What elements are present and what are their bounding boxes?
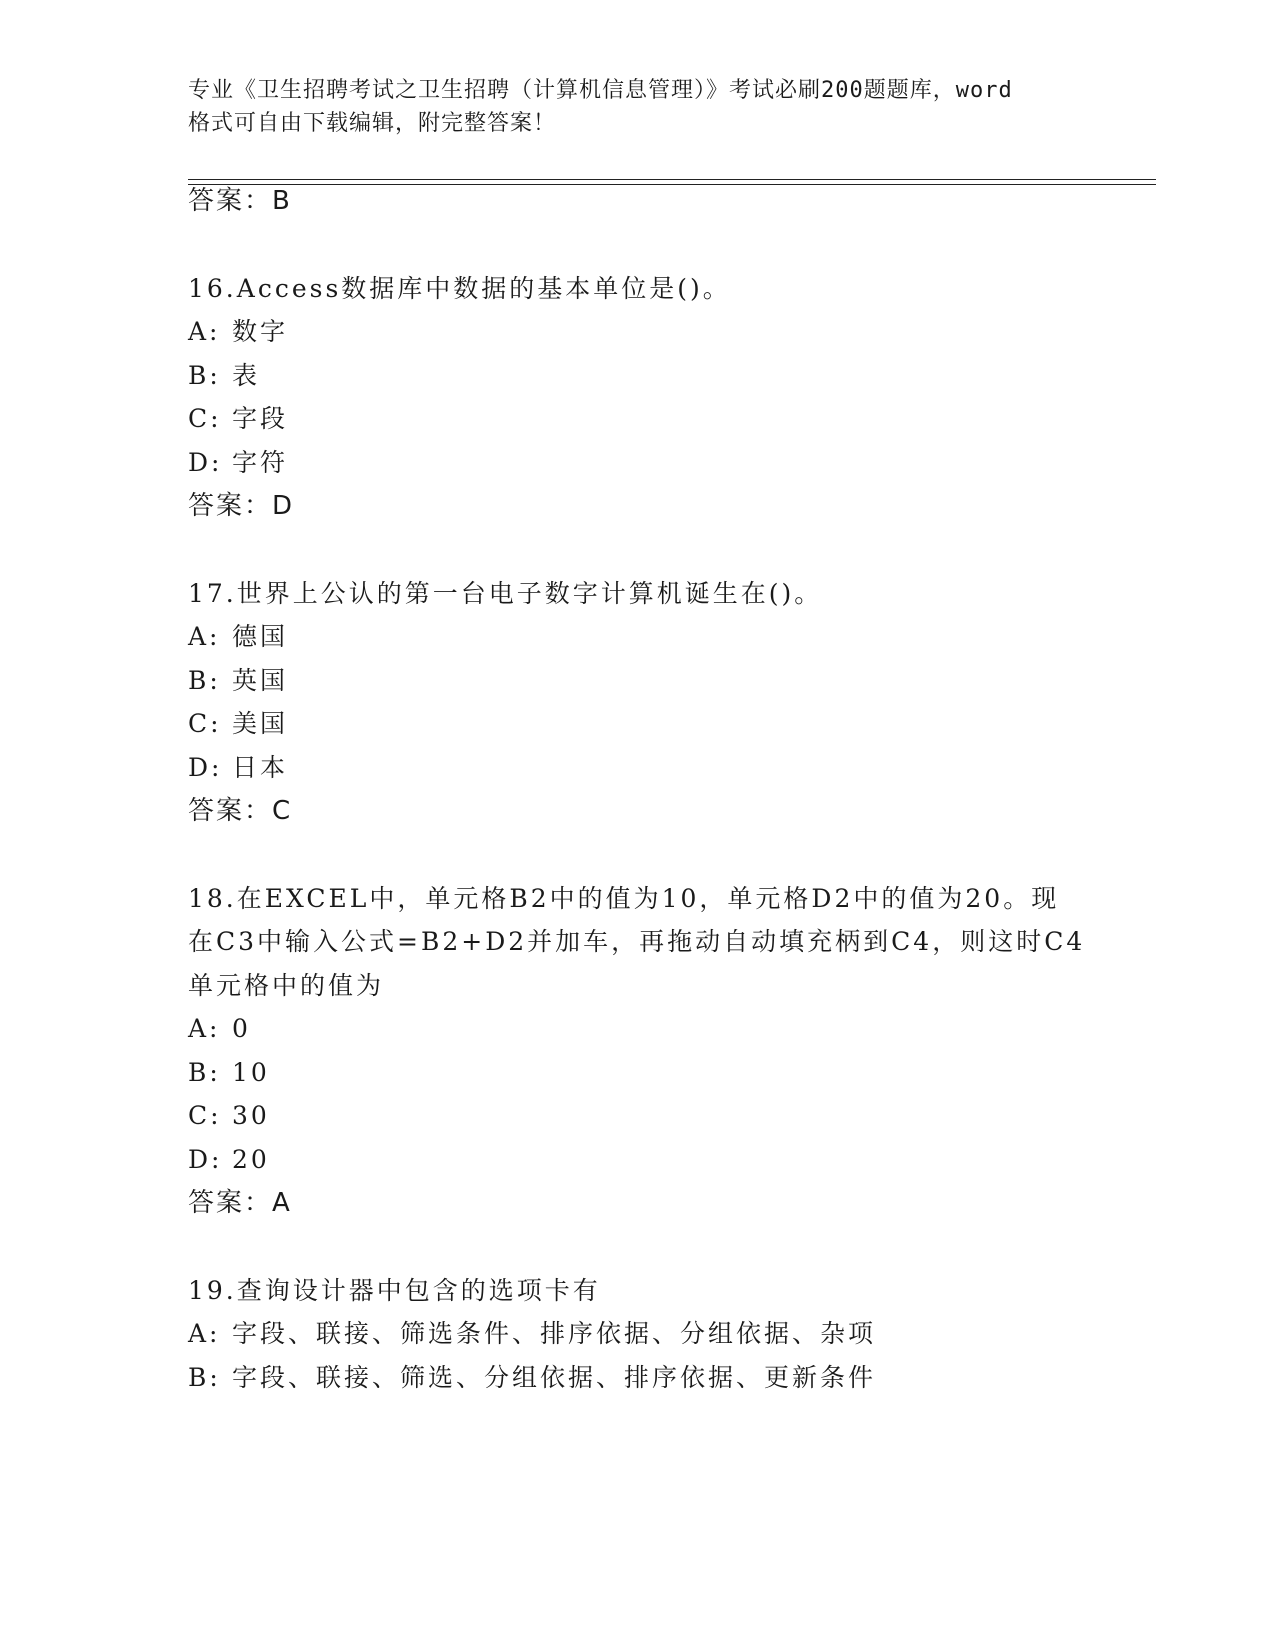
option-text: 字段、联接、筛选、分组依据、排序依据、更新条件 bbox=[232, 1363, 877, 1392]
question-18-stem-line-3: 单元格中的值为 bbox=[188, 971, 385, 1000]
option-letter: D: bbox=[188, 448, 223, 477]
header-divider-top bbox=[188, 179, 1156, 180]
question-17-stem: 17.世界上公认的第一台电子数字计算机诞生在()。 bbox=[188, 579, 823, 608]
option-letter: A: bbox=[188, 317, 221, 346]
option-letter: A: bbox=[188, 1319, 221, 1348]
option-text: 字段 bbox=[232, 404, 289, 433]
header-line-1: 专业《卫生招聘考试之卫生招聘（计算机信息管理）》考试必刷200题题库，word bbox=[188, 78, 1013, 103]
question-18-stem-line-2: 在C3中输入公式=B2+D2并加车，再拖动自动填充柄到C4，则这时C4 bbox=[188, 927, 1086, 956]
option-text: 美国 bbox=[232, 709, 289, 738]
question-18-option-a bbox=[188, 1012, 251, 1046]
question-17-option-b bbox=[188, 664, 288, 698]
question-18-option-b bbox=[188, 1056, 270, 1090]
question-19-option-a bbox=[188, 1317, 876, 1351]
header-divider-bottom bbox=[188, 184, 1156, 185]
document-header bbox=[188, 74, 1088, 140]
option-text: 字符 bbox=[232, 448, 289, 477]
header-line-2: 格式可自由下载编辑，附完整答案！ bbox=[188, 111, 557, 136]
question-17-option-d bbox=[188, 751, 288, 785]
question-17-answer: 答案：C bbox=[188, 796, 293, 826]
option-text: 数字 bbox=[232, 317, 289, 346]
option-letter: D: bbox=[188, 1145, 223, 1174]
question-18-stem-line-1: 18.在EXCEL中，单元格B2中的值为10，单元格D2中的值为20。现 bbox=[188, 884, 1060, 913]
option-letter: B: bbox=[188, 666, 221, 695]
question-16-stem: 16.Access数据库中数据的基本单位是()。 bbox=[188, 274, 731, 303]
option-letter: C: bbox=[188, 709, 222, 738]
option-text: 表 bbox=[232, 361, 261, 390]
question-16-option-b bbox=[188, 359, 260, 393]
question-18-answer: 答案：A bbox=[188, 1188, 292, 1218]
option-letter: B: bbox=[188, 1363, 221, 1392]
answer-prev: 答案：B bbox=[188, 186, 292, 216]
option-letter: C: bbox=[188, 1101, 222, 1130]
option-text: 英国 bbox=[232, 666, 289, 695]
option-text: 日本 bbox=[232, 753, 289, 782]
option-letter: A: bbox=[188, 622, 221, 651]
option-text: 20 bbox=[232, 1145, 270, 1174]
question-16-option-c bbox=[188, 402, 288, 436]
option-letter: B: bbox=[188, 361, 221, 390]
question-16-option-d bbox=[188, 446, 288, 480]
question-18-option-c bbox=[188, 1099, 270, 1133]
option-text: 0 bbox=[232, 1014, 251, 1043]
question-19-stem: 19.查询设计器中包含的选项卡有 bbox=[188, 1276, 601, 1305]
option-text: 10 bbox=[232, 1058, 270, 1087]
option-letter: C: bbox=[188, 404, 222, 433]
question-17-option-c bbox=[188, 707, 288, 741]
question-16-answer: 答案：D bbox=[188, 491, 295, 521]
option-text: 字段、联接、筛选条件、排序依据、分组依据、杂项 bbox=[232, 1319, 877, 1348]
question-17-option-a bbox=[188, 620, 288, 654]
option-text: 德国 bbox=[232, 622, 289, 651]
option-text: 30 bbox=[232, 1101, 270, 1130]
option-letter: D: bbox=[188, 753, 223, 782]
option-letter: A: bbox=[188, 1014, 221, 1043]
question-19-option-b bbox=[188, 1361, 876, 1395]
question-16-option-a bbox=[188, 315, 288, 349]
question-18-option-d bbox=[188, 1143, 270, 1177]
option-letter: B: bbox=[188, 1058, 221, 1087]
